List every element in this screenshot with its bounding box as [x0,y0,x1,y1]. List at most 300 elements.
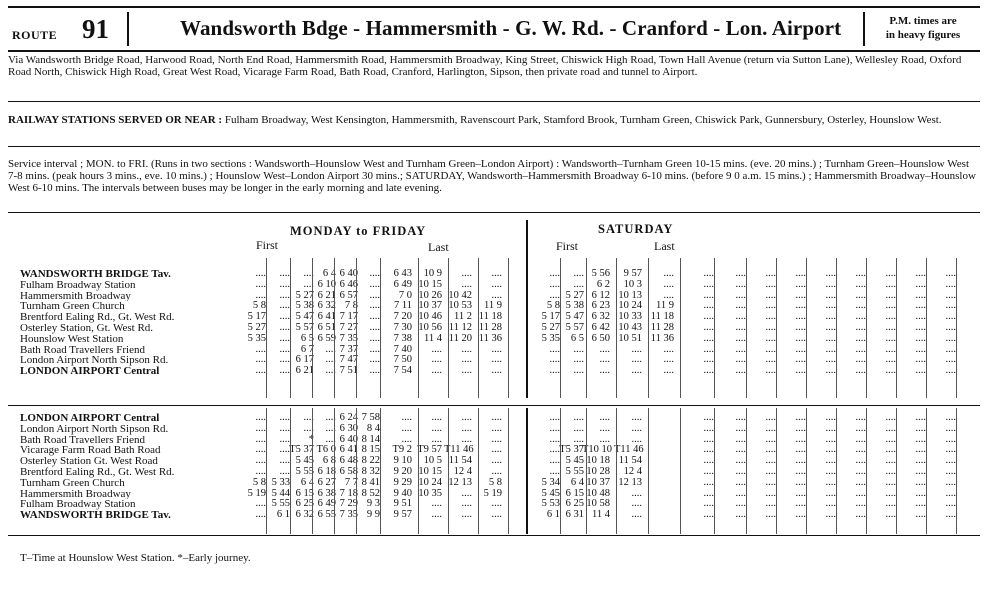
empty-cell: .... [765,455,776,467]
time-cell: 6 27 [317,476,336,488]
time-cell: .... [279,332,290,344]
time-cell: .... [255,289,266,301]
empty-cell: .... [795,412,806,423]
empty-cell: .... [765,509,776,521]
time-cell: 7 51 [339,365,358,377]
time-cell: .... [303,268,314,279]
timetable-sheet [8,6,980,576]
empty-cell: .... [735,455,746,467]
empty-cell: .... [795,444,806,456]
time-cell: 10 28 [586,465,610,477]
time-cell: T11 46 [614,444,644,456]
time-cell: .... [431,433,442,445]
empty-cell: .... [885,433,896,445]
station-name: Bath Road Travellers Friend [20,434,145,446]
empty-cell: .... [855,343,866,355]
time-cell: .... [549,433,560,445]
empty-cell: .... [855,365,866,377]
time-cell: 12 4 [453,465,472,477]
time-cell: 7 47 [339,354,358,366]
empty-cell: .... [885,289,896,301]
time-cell: .... [599,412,610,423]
time-cell: 5 27 [541,321,560,333]
time-cell: .... [279,311,290,323]
time-cell: .... [599,433,610,445]
pm-note-line: P.M. times are [889,15,957,27]
empty-cell: .... [915,354,926,366]
time-cell: 6 32 [317,300,336,312]
time-cell: .... [599,343,610,355]
time-cell: 7 20 [393,311,412,323]
time-cell: .... [573,268,584,279]
empty-cell: .... [825,433,836,445]
time-cell: .... [369,278,380,290]
empty-cell: .... [825,422,836,434]
time-cell: .... [491,412,502,423]
time-cell: 11 28 [478,321,502,333]
empty-cell: .... [735,476,746,488]
time-cell: 6 41 [317,311,336,323]
empty-cell: .... [795,354,806,366]
time-cell: .... [491,498,502,510]
time-cell: 10 5 [423,455,442,467]
empty-cell: .... [703,465,714,477]
empty-cell: .... [885,498,896,510]
time-cell: .... [303,412,314,423]
time-cell: 7 50 [393,354,412,366]
time-cell: .... [549,422,560,434]
empty-cell: .... [703,455,714,467]
inbound-empty-column [752,413,776,521]
time-cell: 5 35 [247,332,266,344]
empty-cell: .... [915,455,926,467]
empty-cell: .... [825,365,836,377]
empty-cell: .... [885,354,896,366]
section-rule [8,405,980,406]
column-rule [312,408,313,534]
time-cell: 5 44 [271,487,290,499]
time-cell: 11 28 [650,321,674,333]
empty-cell: .... [825,465,836,477]
column-rule [648,258,649,398]
time-cell: 11 20 [448,332,472,344]
time-cell: 6 32 [295,509,314,521]
empty-cell: .... [885,332,896,344]
inbound-empty-column [812,413,836,521]
empty-cell: .... [855,332,866,344]
time-cell: .... [631,422,642,434]
empty-cell: .... [915,433,926,445]
empty-cell: .... [885,476,896,488]
empty-cell: .... [703,444,714,456]
inbound-empty-column [690,413,714,521]
time-cell: 6 49 [317,498,336,510]
station-name: WANDSWORTH BRIDGE Tav. [20,269,171,280]
time-cell: 10 48 [586,487,610,499]
time-cell: .... [401,422,412,434]
section-rule [8,146,980,147]
empty-cell: .... [885,268,896,279]
time-cell: .... [461,487,472,499]
time-cell: .... [663,365,674,377]
outbound-empty-column [842,269,866,377]
time-cell: 11 4 [592,509,610,521]
time-cell: 5 19 [247,487,266,499]
empty-cell: .... [765,289,776,301]
time-cell: .... [255,455,266,467]
time-cell: 10 15 [418,465,442,477]
time-cell: 8 15 [361,444,380,456]
empty-cell: .... [795,278,806,290]
outbound-empty-column [690,269,714,377]
empty-cell: .... [915,300,926,312]
time-cell: 5 27 [565,289,584,301]
empty-cell: .... [765,422,776,434]
time-cell: 6 1 [276,509,290,521]
empty-cell: .... [915,498,926,510]
time-cell: 5 47 [295,311,314,323]
empty-cell: .... [825,268,836,279]
time-cell: .... [491,289,502,301]
sat-last-label: Last [654,239,675,253]
time-cell: 7 8 [344,300,358,312]
time-cell: T9 57 [417,444,442,456]
time-cell: .... [279,354,290,366]
footnote: T–Time at Hounslow West Station. *–Early journey. [20,552,251,564]
empty-cell: .... [765,268,776,279]
time-cell: .... [549,354,560,366]
empty-cell: .... [915,268,926,279]
column-rule [478,408,479,534]
empty-cell: .... [945,289,956,301]
column-rule [586,258,587,398]
time-cell: .... [491,278,502,290]
station-name: Hounslow West Station [20,333,124,345]
empty-cell: .... [795,476,806,488]
empty-cell: .... [765,343,776,355]
time-cell: 6 21 [295,365,314,377]
empty-cell: .... [945,321,956,333]
time-cell: .... [491,444,502,456]
empty-cell: .... [703,422,714,434]
time-cell: 6 5 [300,332,314,344]
empty-cell: .... [945,498,956,510]
saturday-divider [526,220,528,258]
time-cell: 10 15 [418,278,442,290]
empty-cell: .... [855,444,866,456]
time-cell: * [308,433,314,445]
railway-label: RAILWAY STATIONS SERVED OR NEAR : [8,114,223,126]
time-cell: 7 35 [339,332,358,344]
column-rule [806,258,807,398]
station-name: WANDSWORTH BRIDGE Tav. [20,510,171,521]
time-cell: .... [461,268,472,279]
via-description: Via Wandsworth Bridge Road, Harwood Road, North End Road, Hammersmith Road, Hammersmith Broadway, King Street, Chiswick High Road, Town Hall Avenue (return via Sutton Lane), Wellesley Road, Oxford Road North, Chiswick High Road, Great West Road, Vicarage Farm Road, Bath Road, Cranford, Harlington, Sipson, then private road and tunnel to Airport. [8,54,962,78]
time-cell: .... [279,412,290,423]
railway-stations [8,114,978,126]
time-cell: .... [491,433,502,445]
time-cell: T5 37 [289,444,314,456]
time-cell: 6 18 [317,465,336,477]
time-cell: .... [325,433,336,445]
time-cell: 10 13 [618,289,642,301]
time-cell: .... [461,433,472,445]
time-cell: 5 8 [252,300,266,312]
column-rule [380,408,381,534]
time-cell: 10 33 [618,311,642,323]
time-cell: 6 21 [317,289,336,301]
station-name: Fulham Broadway Station [20,499,136,511]
station-name: Hammersmith Broadway [20,290,131,302]
empty-cell: .... [945,343,956,355]
time-cell: .... [549,289,560,301]
empty-cell: .... [765,300,776,312]
inbound-empty-column [872,413,896,521]
inbound-empty-column [842,413,866,521]
column-rule [334,258,335,398]
time-cell: 5 55 [295,465,314,477]
empty-cell: .... [915,343,926,355]
time-cell: .... [431,509,442,521]
inbound-stations [20,413,250,521]
time-cell: .... [573,412,584,423]
station-name: Osterley Station Gt. West Road [20,456,158,467]
time-cell: 5 45 [295,455,314,467]
empty-cell: .... [825,343,836,355]
empty-cell: .... [855,422,866,434]
column-rule [616,408,617,534]
time-cell: .... [431,422,442,434]
empty-cell: .... [735,332,746,344]
time-cell: 9 51 [393,498,412,510]
time-cell: 6 38 [317,487,336,499]
empty-cell: .... [735,354,746,366]
time-cell: 7 0 [398,289,412,301]
station-name: Osterley Station, Gt. West Rd. [20,322,154,334]
time-cell: .... [631,433,642,445]
time-cell: .... [491,455,502,467]
empty-cell: .... [735,444,746,456]
time-cell: 6 10 [317,278,336,290]
empty-cell: .... [735,412,746,423]
empty-cell: .... [825,487,836,499]
time-cell: .... [325,412,336,423]
time-cell: .... [369,365,380,377]
empty-cell: .... [735,365,746,377]
empty-cell: .... [945,455,956,467]
column-rule [926,258,927,398]
time-cell: 5 19 [483,487,502,499]
time-cell: 8 41 [361,476,380,488]
time-cell: 6 4 [322,268,336,279]
time-cell: .... [573,433,584,445]
station-name: Brentford Ealing Rd., Gt. West Rd. [20,312,175,323]
empty-cell: .... [703,343,714,355]
route-number: 91 [82,14,109,44]
time-cell: 6 8 [322,455,336,467]
time-cell: .... [255,433,266,445]
time-cell: 5 8 [252,476,266,488]
empty-cell: .... [825,354,836,366]
time-cell: .... [279,444,290,456]
time-cell: 6 57 [339,289,358,301]
time-cell: .... [631,487,642,499]
service-interval: Service interval ; MON. to FRI. (Runs in two sections : Wandsworth–Hounslow West and Turnham Green–London Airport) : Wandsworth–Turnham Green 10-15 mins. (eve. 20 mins.) ; Turnham Green–Hounslow West 7-8 mins. (peak hours 3 mins., eve. 10 mins.) ; Hounslow West–London Airport 30 mins.; SATURDAY, Wandsworth–Hammersmith Broadway 6-10 mins. (before 9 0 a.m. 15 mins.) ; Hammersmith Broadway–Hounslow West 6-10 mins. The intervals between buses may be longer in the early morning and late evening. [8,158,976,194]
empty-cell: .... [945,311,956,323]
column-rule [746,408,747,534]
empty-cell: .... [795,509,806,521]
empty-cell: .... [795,455,806,467]
empty-cell: .... [703,487,714,499]
time-cell: 6 41 [339,444,358,456]
outbound-stations [20,269,250,377]
empty-cell: .... [885,487,896,499]
time-cell: 7 35 [339,509,358,521]
time-cell: 5 34 [541,476,560,488]
empty-cell: .... [765,487,776,499]
station-name: Hammersmith Broadway [20,488,131,500]
empty-cell: .... [825,321,836,333]
time-cell: .... [255,268,266,279]
column-rule [356,258,357,398]
time-cell: .... [279,455,290,467]
time-cell: 11 54 [618,455,642,467]
empty-cell: .... [945,476,956,488]
empty-cell: .... [915,412,926,423]
saturday-divider [526,258,528,398]
empty-cell: .... [885,422,896,434]
time-cell: .... [599,354,610,366]
time-cell: .... [255,465,266,477]
time-cell: .... [491,354,502,366]
time-cell: 7 18 [339,487,358,499]
column-rule [648,408,649,534]
time-cell: .... [491,343,502,355]
column-rule [290,408,291,534]
empty-cell: .... [855,268,866,279]
time-cell: .... [573,365,584,377]
time-cell: 5 53 [541,498,560,510]
time-cell: 10 53 [448,300,472,312]
time-cell: 5 8 [488,476,502,488]
column-rule [266,258,267,398]
empty-cell: .... [915,311,926,323]
time-cell: .... [431,412,442,423]
time-cell: .... [369,311,380,323]
empty-cell: .... [885,321,896,333]
empty-cell: .... [915,487,926,499]
empty-cell: .... [795,433,806,445]
column-rule [508,408,509,534]
saturday-heading: SATURDAY [598,222,674,236]
time-cell: .... [461,343,472,355]
time-cell: .... [369,332,380,344]
outbound-empty-column [872,269,896,377]
time-cell: 9 3 [366,498,380,510]
time-cell: 10 3 [623,278,642,290]
empty-cell: .... [795,343,806,355]
column-rule [448,258,449,398]
empty-cell: .... [885,465,896,477]
time-cell: 9 40 [393,487,412,499]
time-cell: 10 51 [618,332,642,344]
empty-cell: .... [915,278,926,290]
time-cell: 6 23 [591,300,610,312]
time-cell: 10 37 [586,476,610,488]
time-cell: .... [369,354,380,366]
time-cell: .... [255,354,266,366]
time-cell: 5 8 [546,300,560,312]
empty-cell: .... [795,268,806,279]
empty-cell: .... [945,422,956,434]
time-cell: 7 40 [393,343,412,355]
time-cell: 5 17 [247,311,266,323]
empty-cell: .... [795,300,806,312]
section-rule [8,535,980,536]
time-cell: 9 29 [393,476,412,488]
column-rule [508,258,509,398]
time-cell: 12 4 [623,465,642,477]
route-header [8,6,980,52]
empty-cell: .... [855,412,866,423]
empty-cell: .... [795,487,806,499]
time-cell: T10 10 [582,444,613,456]
section-rule [8,101,980,102]
empty-cell: .... [945,433,956,445]
empty-cell: .... [765,476,776,488]
time-cell: 6 1 [546,509,560,521]
time-cell: .... [491,509,502,521]
time-cell: .... [631,343,642,355]
time-cell: 10 9 [423,268,442,279]
time-cell: 11 36 [478,332,502,344]
column-rule [926,408,927,534]
time-cell: .... [325,422,336,434]
time-cell: .... [573,343,584,355]
empty-cell: .... [735,289,746,301]
empty-cell: .... [855,289,866,301]
pm-note [870,14,976,42]
time-cell: 6 7 [300,343,314,355]
time-cell: 9 57 [393,509,412,521]
column-rule [956,408,957,534]
empty-cell: .... [703,311,714,323]
empty-cell: .... [825,498,836,510]
empty-cell: .... [735,321,746,333]
empty-cell: .... [855,509,866,521]
time-cell: 6 15 [295,487,314,499]
time-cell: 10 35 [418,487,442,499]
empty-cell: .... [915,444,926,456]
empty-cell: .... [795,422,806,434]
time-cell: 7 37 [339,343,358,355]
time-cell: .... [325,343,336,355]
time-cell: 5 55 [565,465,584,477]
time-cell: 10 26 [418,289,442,301]
time-cell: 9 57 [623,268,642,279]
empty-cell: .... [703,354,714,366]
time-cell: 10 42 [448,289,472,301]
time-cell: 6 42 [591,321,610,333]
time-cell: .... [401,412,412,423]
time-cell: 9 20 [393,465,412,477]
empty-cell: .... [703,278,714,290]
empty-cell: .... [855,278,866,290]
empty-cell: .... [825,509,836,521]
column-rule [896,408,897,534]
empty-cell: .... [945,268,956,279]
time-cell: .... [279,321,290,333]
